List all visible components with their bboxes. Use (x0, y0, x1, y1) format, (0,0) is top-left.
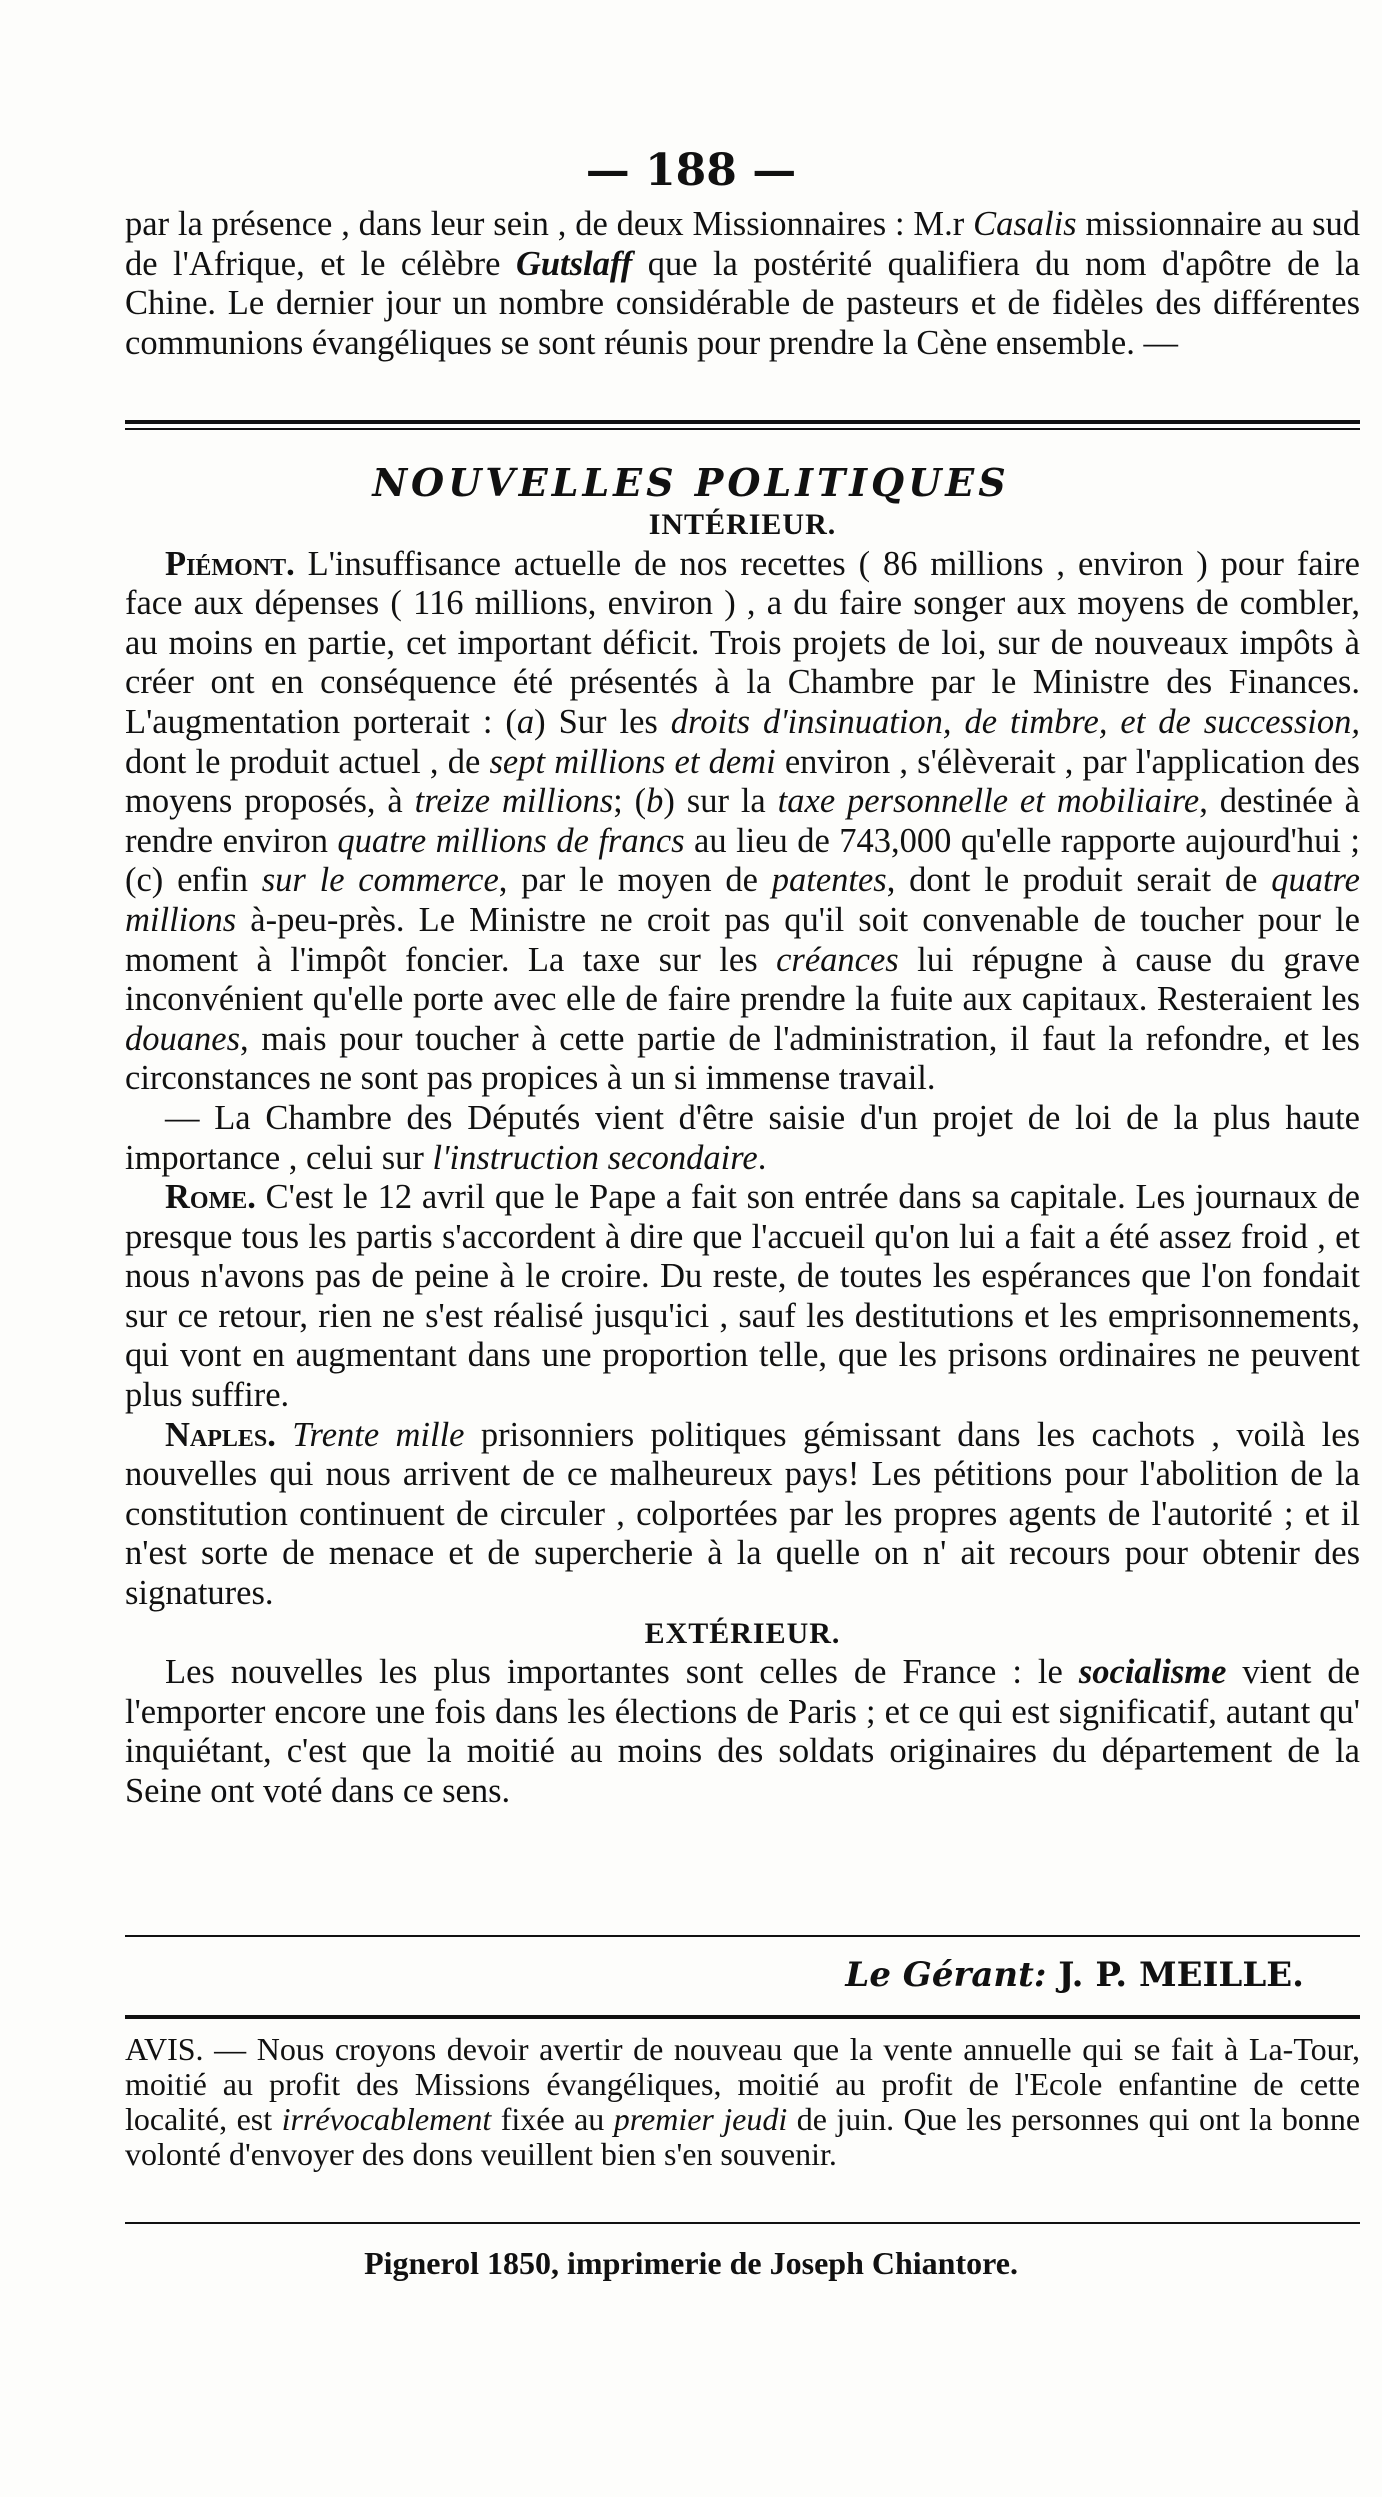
text: C'est le 12 avril que le Pape a fait son entrée dans sa capitale. Les journaux de presque tous les partis s'accordent à dire que l'accueil qu'on lui a fait a été assez froid , et nous n'avons pas de peine à le croire. Du reste, de toutes les espérances que l'on fondait sur ce retour, rien ne s'est réalisé jusqu'ici , sauf les destitutions et les emprisonnements, qui vont en augmentant dans une proportion telle, que les prisons ordinaires ne peuvent plus suffire. (125, 1178, 1360, 1415)
text: ) sur la (663, 782, 778, 821)
text: taxe personnelle et mobiliaire (777, 782, 1200, 821)
text: à-peu-près. Le Ministre ne croit pas qu'il soit convenable de toucher pour le moment à l'impôt foncier. La taxe sur les (125, 900, 1360, 979)
piemont-label: Piémont. (165, 544, 295, 583)
naples-paragraph (125, 1416, 1360, 1614)
text: l'instruction secondaire (432, 1138, 758, 1177)
text: prisonniers politiques gémissant dans les cachots , voilà les nouvelles qui nous arrivent de ce malheureux pays! Les pétitions pour l'abolition de la constitution continuent de circuler , colportées par les propres agents de l'autorité ; et il n'est sorte de menace et de supercherie à la quelle on n' ait recours pour obtenir des signatures. (125, 1415, 1361, 1613)
text: , dont le produit serait de (886, 861, 1272, 900)
text: L'insuffisance actuelle de nos recettes ( 86 millions , environ ) pour faire face aux dépenses ( 116 millions, environ ) , a du faire songer aux moyens de combler, au moins en partie, cet important déficit. Trois projets de loi, sur de nouveaux impôts à créer ont en conséquence été présentés à la Chambre par le Ministre des Finances. L'augmentation porterait : ( (125, 544, 1360, 741)
divider-imprint (125, 2222, 1360, 2224)
gerant-signature (845, 1955, 1304, 1995)
text: a (516, 702, 535, 741)
heading-exterieur: EXTÉRIEUR. (644, 1616, 841, 1650)
text: quatre millions de francs (337, 821, 685, 860)
piemont-paragraph (125, 545, 1360, 1099)
text: treize millions (414, 782, 614, 821)
naples-label: Naples. (165, 1415, 276, 1454)
intro-name-gutslaff: Gutslaff (515, 244, 633, 283)
text: , par le moyen de (498, 861, 772, 900)
text: ) Sur les (534, 702, 671, 741)
body-text (125, 505, 1360, 1812)
text: de juin. Que les personnes qui ont la bonne volonté d'envoyer des dons veuillent bien s'en souvenir. (125, 2101, 1361, 2172)
intro-text: missionnaire au sud de l'Afrique, et le célèbre (125, 205, 1361, 283)
text: douanes (125, 1019, 240, 1058)
divider-avis (125, 2015, 1360, 2019)
imprint: Pignerol 1850, imprimerie de Joseph Chiantore. (364, 2245, 1018, 2281)
text: AVIS. — Nous croyons devoir avertir de nouveau que la vente annuelle qui se fait à La-Tour, moitié au profit des Missions évangéliques, moitié au profit de l'Ecole enfantine de cette localité, est (125, 2031, 1360, 2137)
chambre-paragraph (125, 1099, 1360, 1178)
text: dont le produit actuel , de (125, 742, 490, 781)
text: premier jeudi (613, 2101, 788, 2137)
text: . (757, 1138, 767, 1177)
gerant-name: J. P. MEILLE. (1058, 1955, 1304, 1995)
text: — La Chambre des Députés vient d'être saisie d'un projet de loi de la plus haute importance , celui sur (125, 1098, 1360, 1177)
text: droits d'insinuation, de timbre, et de succession, (670, 702, 1360, 741)
text: créances (776, 940, 899, 979)
text: quatre millions (125, 861, 1360, 939)
avis-notice (125, 2032, 1360, 2172)
text: socialisme (1078, 1653, 1227, 1692)
rome-label: Rome. (165, 1178, 256, 1217)
text: sept millions et demi (489, 742, 776, 781)
divider-thick (125, 420, 1360, 424)
text: au lieu de 743,000 qu'elle rapporte aujourd'hui ; (c) enfin (125, 821, 1360, 900)
intro-name-casalis: Casalis (973, 205, 1077, 243)
text: sur le commerce (261, 861, 499, 900)
text: fixée au (491, 2101, 614, 2137)
text: Les nouvelles les plus importantes sont celles de France : le (165, 1653, 1079, 1692)
intro-text: que la postérité qualifiera du nom d'apôtre de la Chine. Le dernier jour un nombre considérable de pasteurs et de fidèles des différentes communions évangéliques se sont réunis pour prendre la Cène ensemble. — (125, 244, 1360, 362)
text: environ , s'élèverait , par l'application des moyens proposés, à (125, 742, 1360, 821)
text: , destinée à rendre environ (125, 782, 1360, 860)
divider-thin (125, 428, 1360, 430)
divider-gerant (125, 1935, 1360, 1937)
page-number: — 188 — (585, 145, 797, 196)
text: irrévocablement (281, 2101, 492, 2137)
intro-paragraph (125, 205, 1360, 363)
text: patentes (771, 861, 887, 900)
text: ; ( (613, 782, 647, 821)
text: b (646, 782, 664, 821)
text: lui répugne à cause du grave inconvénient qu'elle porte avec elle de faire prendre la fuite aux capitaux. Resteraient les (125, 940, 1360, 1019)
exterieur-paragraph (125, 1653, 1360, 1811)
section-title: NOUVELLES POLITIQUES (372, 460, 1010, 505)
gerant-label: Le Gérant: (845, 1955, 1047, 1995)
rome-paragraph (125, 1178, 1360, 1416)
text: , mais pour toucher à cette partie de l'administration, il faut la refondre, et les circonstances ne sont pas propices à un si immense travail. (125, 1019, 1360, 1098)
text: vient de l'emporter encore une fois dans les élections de Paris ; et ce qui est significatif, autant qu' inquiétant, c'est que la moitié au moins des soldats originaires du département de la Seine ont voté dans ce sens. (125, 1653, 1360, 1810)
intro-text: par la présence , dans leur sein , de deux Missionnaires : M.r (125, 205, 974, 243)
text: Trente mille (292, 1415, 465, 1454)
heading-interieur: INTÉRIEUR. (648, 508, 837, 541)
